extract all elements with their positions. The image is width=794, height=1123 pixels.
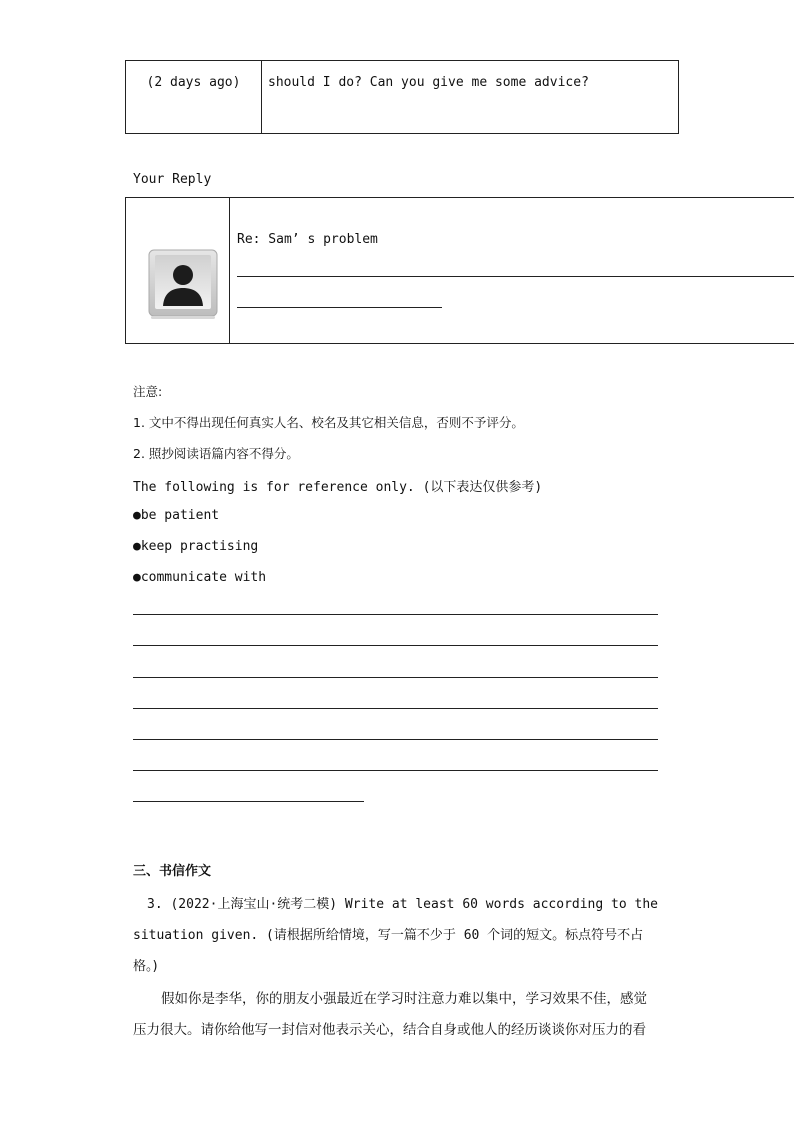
- bullet-item: ●be patient: [133, 508, 220, 523]
- reply-subject: Re: Sam’ s problem: [237, 232, 378, 247]
- situation-text: 假如你是李华，你的朋友小强最近在学习时注意力难以集中，学习效果不佳，感觉: [161, 991, 647, 1007]
- notes-title: 注意:: [133, 384, 163, 399]
- reply-table: [125, 197, 794, 344]
- notes-item: 2. 照抄阅读语篇内容不得分。: [133, 446, 299, 461]
- question-text: situation given. (请根据所给情境，写一篇不少于 60 个词的短文。标点符号不占: [133, 928, 644, 943]
- writing-line: [133, 645, 658, 646]
- reply-answer-line: [237, 307, 442, 308]
- reply-label: Your Reply: [133, 172, 212, 187]
- bullet-item: ●keep practising: [133, 539, 259, 554]
- notes-item: 1. 文中不得出现任何真实人名、校名及其它相关信息，否则不予评分。: [133, 415, 524, 430]
- section-title: 三、书信作文: [133, 864, 212, 879]
- post-time: (2 days ago): [146, 75, 241, 90]
- writing-line: [133, 677, 658, 678]
- writing-line: [133, 770, 658, 771]
- reference-note: The following is for reference only. (以下表达仅供参考): [133, 480, 543, 495]
- reply-avatar-cell: [126, 198, 230, 343]
- question-text: 3. (2022·上海宝山·统考二模) Write at least 60 words according to the: [147, 897, 658, 912]
- post-meta-cell: [126, 61, 262, 133]
- writing-line: [133, 708, 658, 709]
- user-silhouette-icon: [147, 248, 219, 320]
- reply-answer-line: [237, 276, 794, 277]
- writing-line: [133, 614, 658, 615]
- question-text: 格。): [133, 959, 158, 974]
- bullet-item: ●communicate with: [133, 570, 267, 585]
- post-table: [125, 60, 679, 134]
- post-text: should I do? Can you give me some advice?: [268, 75, 589, 90]
- writing-line: [133, 801, 364, 802]
- writing-line: [133, 739, 658, 740]
- situation-text: 压力很大。请你给他写一封信对他表示关心，结合自身或他人的经历谈谈你对压力的看: [133, 1022, 646, 1038]
